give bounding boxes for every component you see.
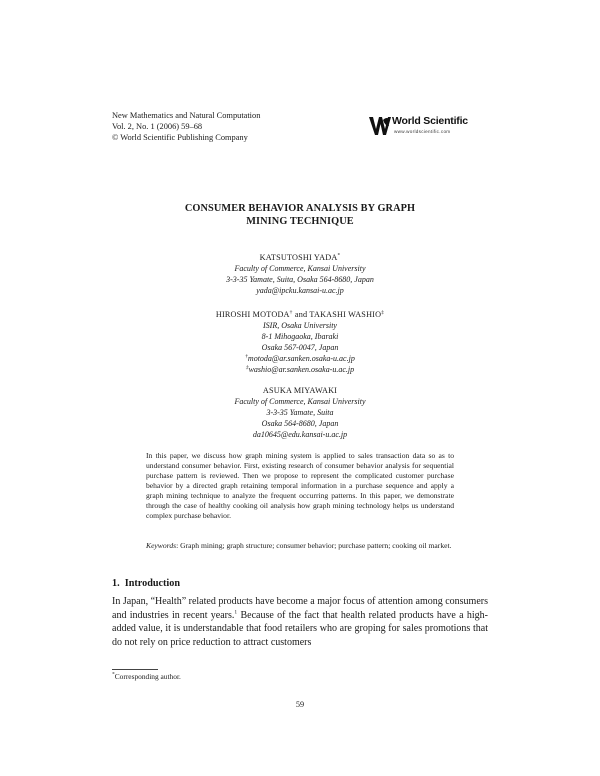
footnote-text: Corresponding author. [114, 672, 181, 681]
author-mark: ‡ [381, 309, 385, 316]
reference-mark: 1 [234, 609, 238, 616]
author-mark: † [289, 309, 293, 316]
author-names [112, 309, 488, 320]
world-scientific-logo-icon [368, 114, 392, 138]
author-conjunction: and [292, 310, 310, 319]
author-email: yada@ipcku.kansai-u.ac.jp [256, 286, 344, 295]
author-email: da10645@edu.kansai-u.ac.jp [252, 430, 348, 439]
section-number: 1. [112, 578, 120, 589]
email-mark: † [245, 353, 248, 360]
intro-text: In Japan, “Health” related products have become a major focus of attention among consumers and industries in recent years. [112, 596, 488, 621]
publisher-url: www.worldscientific.com [394, 129, 451, 134]
title-line-2: MINING TECHNIQUE [246, 216, 354, 227]
author-address: 8-1 Mihogaoka, Ibaraki [261, 332, 339, 341]
author-affiliation: ISIR, Osaka University [263, 321, 337, 330]
email-mark: ‡ [245, 364, 249, 371]
page-number: 59 [295, 700, 305, 709]
journal-header [112, 110, 260, 144]
keywords-text: : Graph mining; graph structure; consumer behavior; purchase pattern; cooking oil market. [176, 541, 452, 550]
author-address: Osaka 564-8680, Japan [261, 419, 339, 428]
publisher-name: World Scientific [392, 115, 468, 127]
author-affiliation: Faculty of Commerce, Kansai University [234, 264, 366, 273]
intro-paragraph [112, 595, 488, 649]
journal-volume: Vol. 2, No. 1 (2006) 59–68 [112, 122, 203, 132]
author-address: 3-3-35 Yamate, Suita, Osaka 564-8680, Japan [226, 275, 374, 284]
author-block-2 [112, 309, 488, 375]
author-affiliation: Faculty of Commerce, Kansai University [234, 397, 366, 406]
author-email-text: motoda@ar.sanken.osaka-u.ac.jp [247, 354, 355, 363]
author-name-text: KATSUTOSHI YADA [259, 253, 338, 262]
publisher-logo [368, 114, 468, 140]
author-email [112, 353, 488, 364]
author-email-text: washio@ar.sanken.osaka-u.ac.jp [248, 365, 355, 374]
author-address: 3-3-35 Yamate, Suita [266, 408, 334, 417]
keywords [146, 541, 454, 551]
author-name [112, 252, 488, 263]
journal-name: New Mathematics and Natural Computation [112, 111, 261, 120]
author-name: ASUKA MIYAWAKI [262, 386, 338, 395]
author-email [112, 364, 488, 375]
footnote-divider [112, 669, 158, 670]
footnote [112, 672, 181, 681]
intro-text: Because of the fact that health related products have a high-added value, it is understandable that food retailers who are groping for sales promotions that do not rely on price reduction to attract customers [112, 609, 488, 648]
journal-copyright: © World Scientific Publishing Company [112, 133, 248, 143]
author-block-1 [112, 252, 488, 296]
keywords-label: Keywords [146, 541, 177, 550]
footnote-mark: * [112, 671, 115, 678]
author-address: Osaka 567-0047, Japan [261, 343, 339, 352]
title-line-1: CONSUMER BEHAVIOR ANALYSIS BY GRAPH [184, 203, 416, 214]
author-mark: * [337, 252, 341, 259]
author-name-text: TAKASHI WASHIO [309, 310, 382, 319]
author-block-3 [112, 385, 488, 440]
section-title: Introduction [124, 578, 181, 589]
paper-title [112, 202, 488, 228]
abstract: In this paper, we discuss how graph mining system is applied to sales transaction data so as to understand consumer behavior. First, existing research of consumer behavior analysis for sequential purchase pattern is reviewed. Then we propose to represent the complicated customer purchase behavior by a directed graph retaining temporal information in a purchase sequence and apply a graph mining technique to analyze the frequent occurring patterns. In this paper, we demonstrate through the case of healthy cooking oil analysis how graph mining technology helps us understand complex purchase behavior. [146, 451, 454, 520]
section-heading [112, 578, 180, 589]
author-name-text: HIROSHI MOTODA [215, 310, 290, 319]
